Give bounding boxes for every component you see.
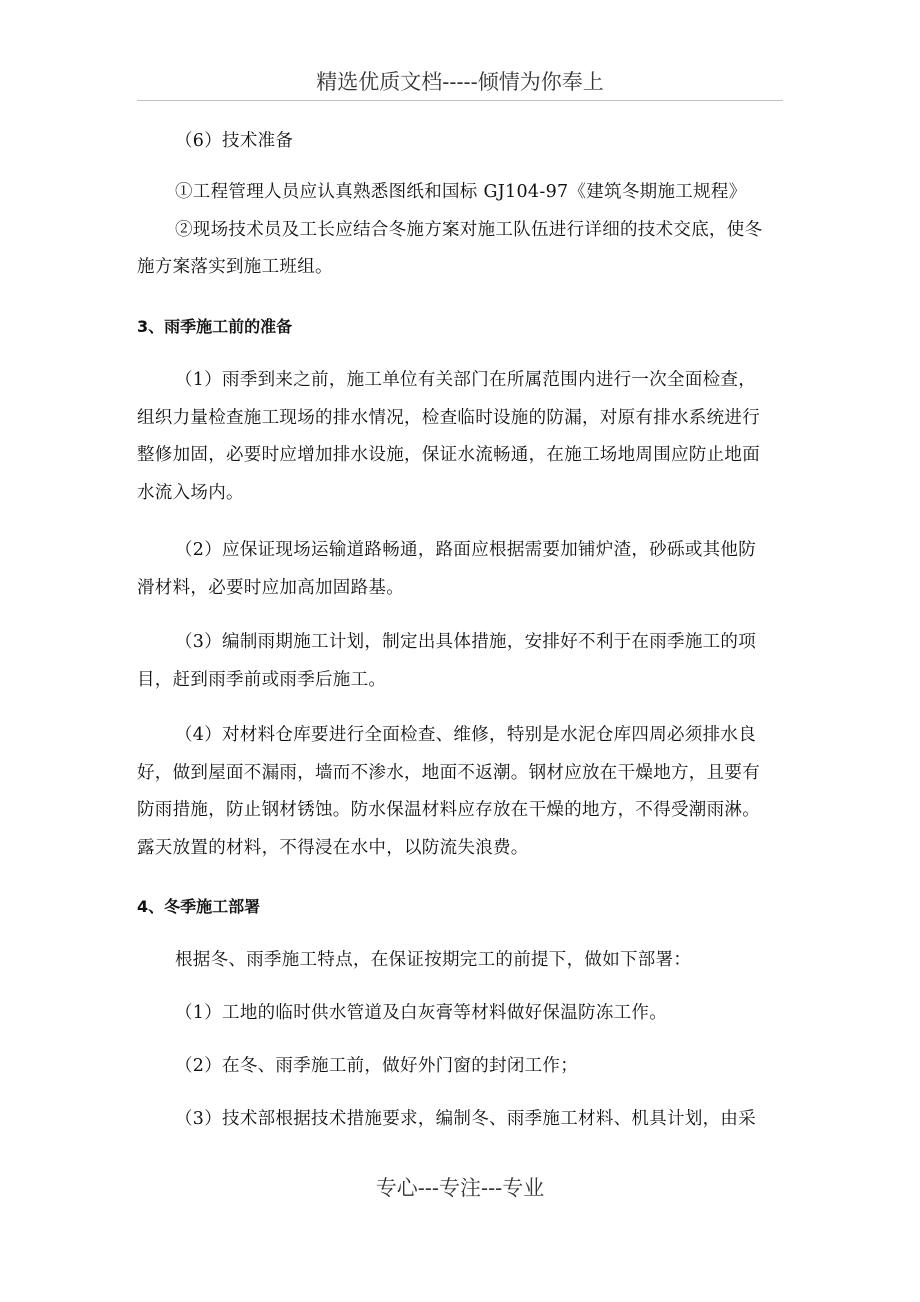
section-3-heading: 3、雨季施工前的准备: [137, 317, 293, 336]
tech-prep-items: [137, 174, 797, 287]
tech-prep-title-block: [137, 123, 797, 161]
section-3-paragraph-1: [137, 362, 797, 512]
section-4-item-1-block: [137, 995, 797, 1033]
paragraph-line: 滑材料，必要时应加高加固路基。: [137, 577, 404, 598]
paragraph-line: （4）对材料仓库要进行全面检查、维修，特别是水泥仓库四周必须排水良: [175, 725, 757, 745]
paragraph-line: 水流入场内。: [137, 482, 244, 503]
section-4-item-3-block: [137, 1101, 797, 1139]
paragraph-line: 露天放置的材料，不得浸在水中，以防流失浪费。: [137, 837, 529, 858]
tech-prep-item-2-line-1: ②现场技术员及工长应结合冬施方案对施工队伍进行详细的技术交底，使冬: [175, 219, 763, 240]
section-4-intro-block: [137, 942, 797, 980]
section-4-item-2: （2）在冬、雨季施工前，做好外门窗的封闭工作；: [175, 1056, 579, 1076]
page-header: 精选优质文档-----倾情为你奉上: [137, 64, 783, 101]
paragraph-line: 防雨措施，防止钢材锈蚀。防水保温材料应存放在干燥的地方，不得受潮雨淋。: [137, 800, 760, 820]
paragraph-line: （1）雨季到来之前，施工单位有关部门在所属范围内进行一次全面检查，: [175, 370, 757, 390]
paragraph-line: 目，赶到雨季前或雨季后施工。: [137, 669, 387, 690]
page-footer: 专心---专注---专业: [375, 1176, 545, 1200]
section-4-heading: 4、冬季施工部署: [137, 897, 261, 916]
section-3-paragraph-2: [137, 532, 797, 607]
section-4-item-2-block: [137, 1048, 797, 1086]
tech-prep-title: （6）技术准备: [175, 131, 294, 151]
tech-prep-item-1: ①工程管理人员应认真熟悉图纸和国标 GJ104-97《建筑冬期施工规程》: [175, 182, 747, 202]
section-3-paragraph-4: [137, 717, 797, 867]
paragraph-line: （2）应保证现场运输道路畅通，路面应根据需要加铺炉渣，砂砾或其他防: [175, 540, 757, 560]
paragraph-line: 组织力量检查施工现场的排水情况，检查临时设施的防漏，对原有排水系统进行: [137, 407, 760, 428]
paragraph-line: （3）编制雨期施工计划，制定出具体措施，安排好不利于在雨季施工的项: [175, 632, 757, 652]
section-4-intro: 根据冬、雨季施工特点，在保证按期完工的前提下，做如下部署：: [175, 950, 692, 970]
paragraph-line: 整修加固，必要时应增加排水设施，保证水流畅通，在施工场地周围应防止地面: [137, 445, 760, 465]
section-4-item-1: （1）工地的临时供水管道及白灰膏等材料做好保温防冻工作。: [175, 1003, 668, 1023]
section-3-paragraph-3: [137, 624, 797, 699]
tech-prep-item-2-line-2: 施方案落实到施工班组。: [137, 257, 333, 277]
section-4-item-3: （3）技术部根据技术措施要求，编制冬、雨季施工材料、机具计划，由采: [175, 1109, 757, 1129]
paragraph-line: 好，做到屋面不漏雨，墙而不渗水，地面不返潮。钢材应放在干燥地方，且要有: [137, 762, 760, 783]
